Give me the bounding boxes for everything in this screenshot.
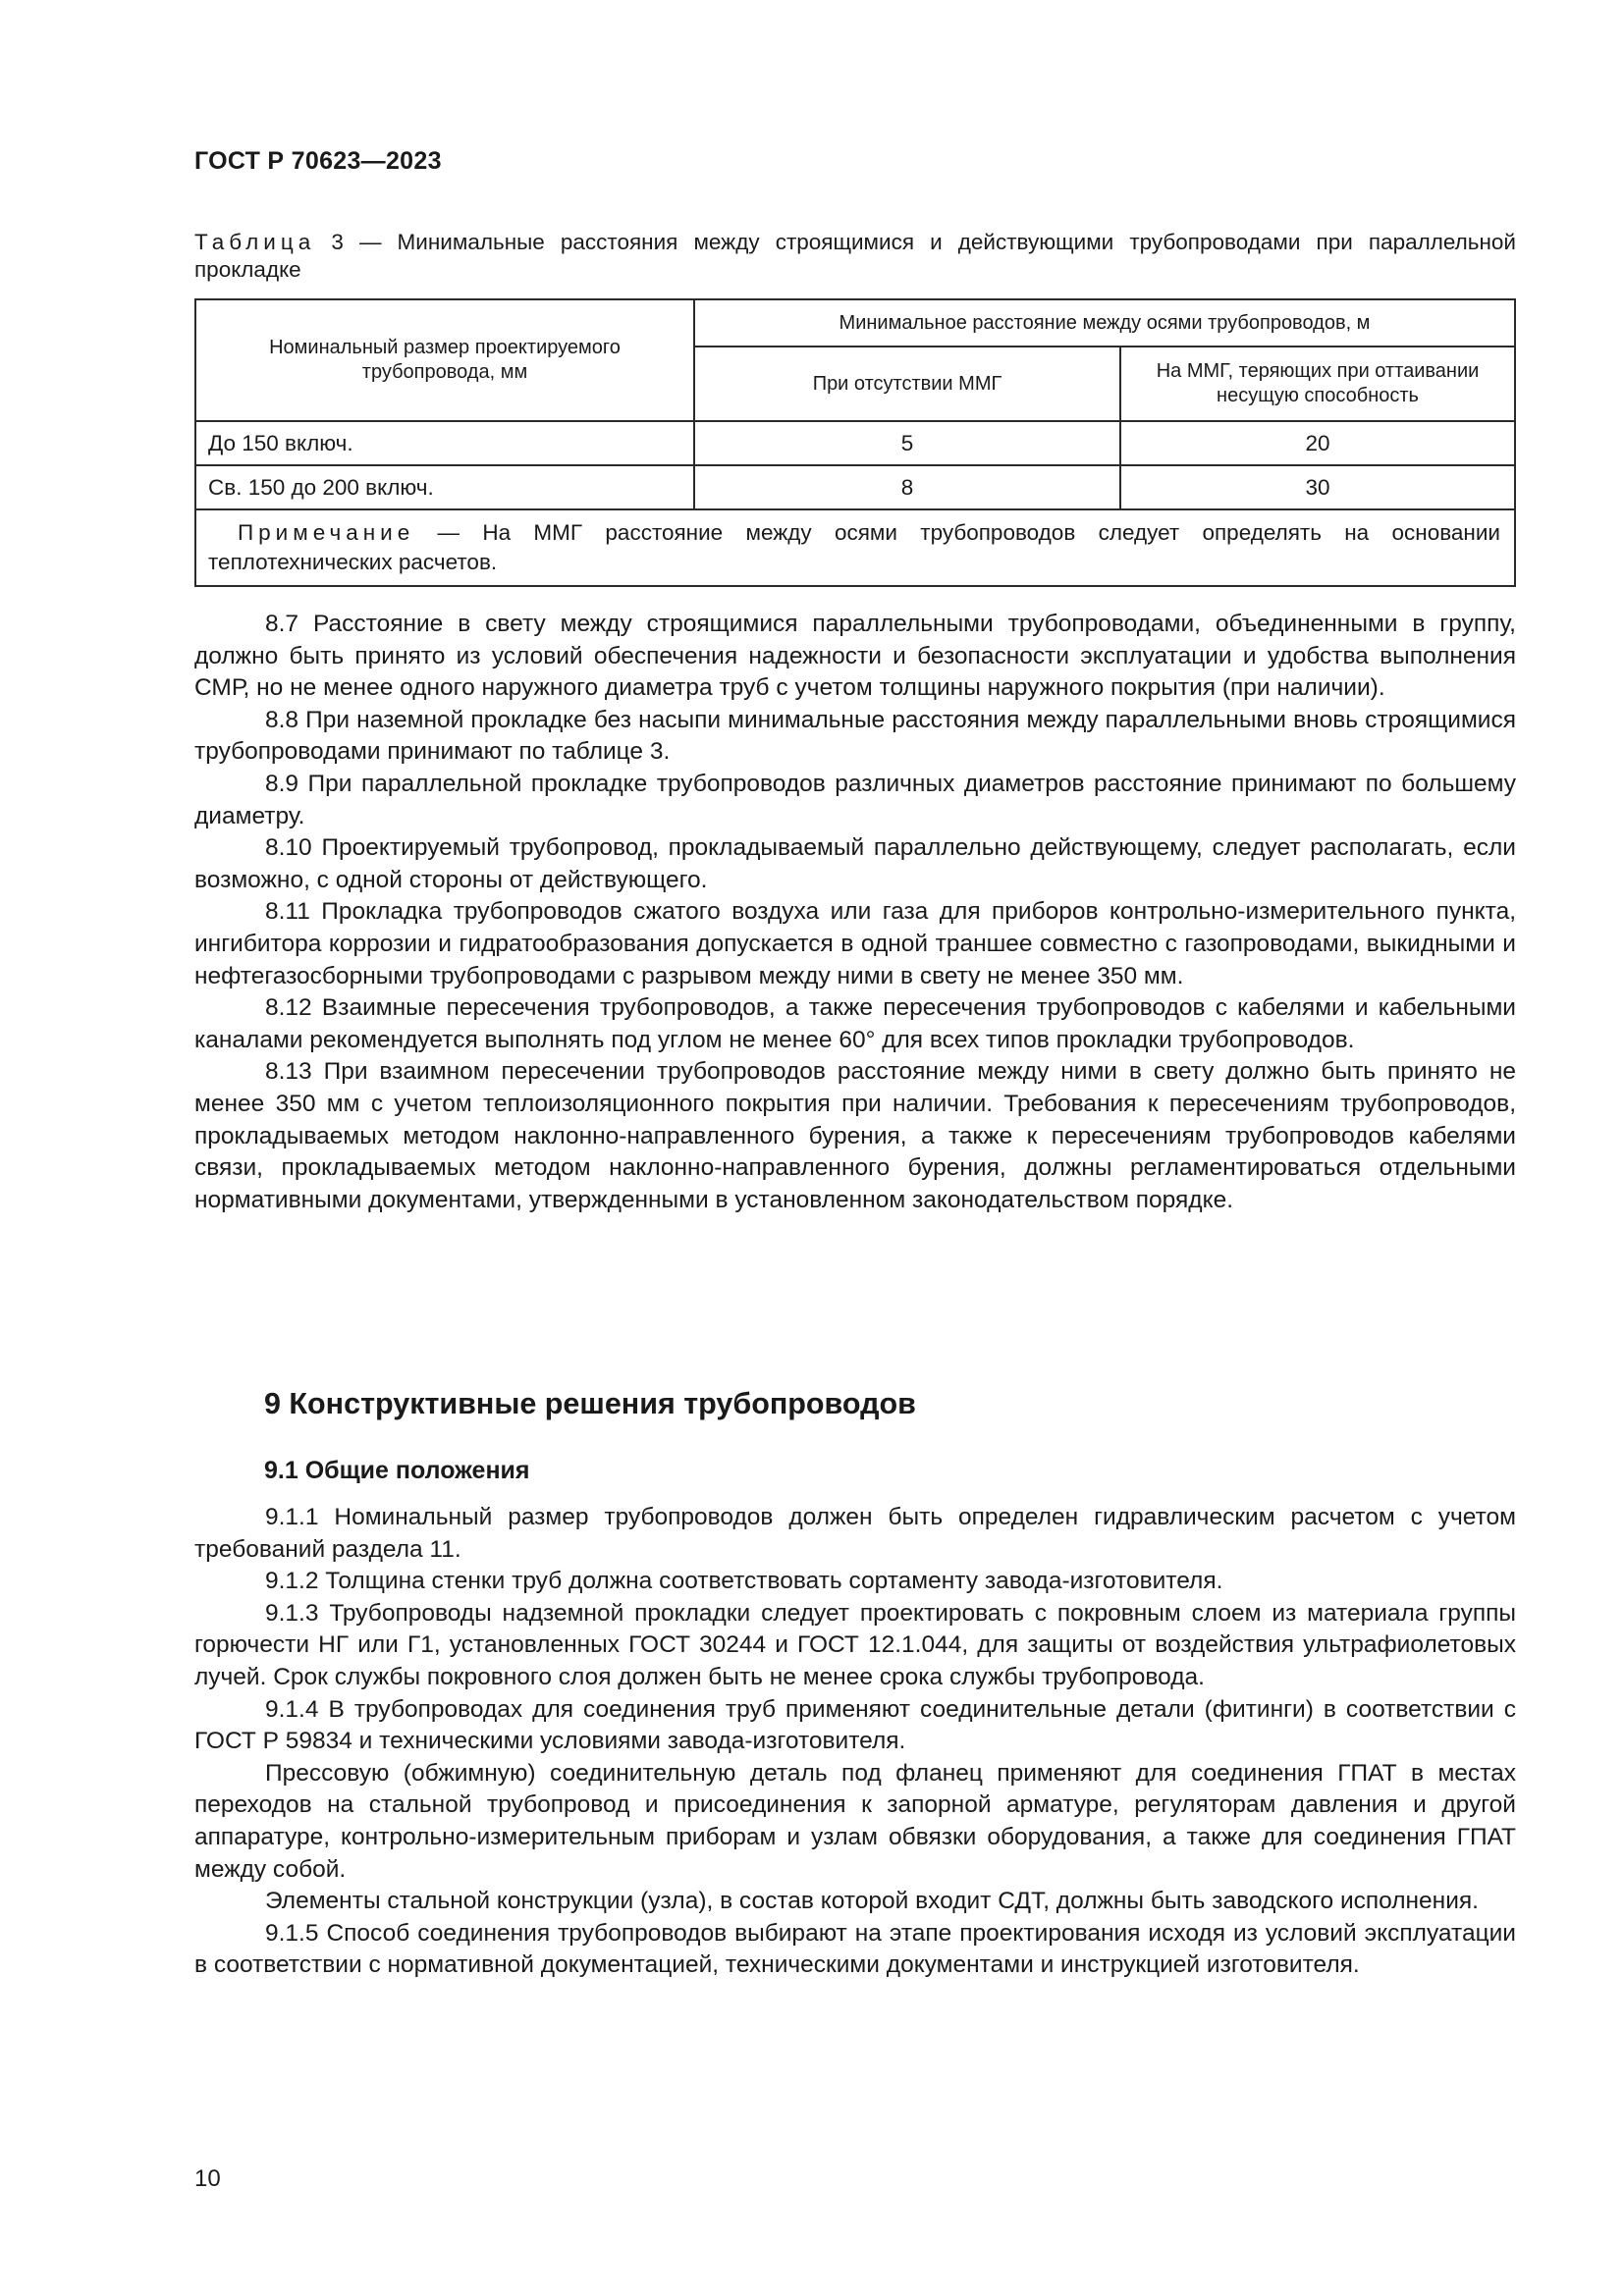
- paragraph: 8.13 При взаимном пересечении трубопроводов расстояние между ними в свету должно быть принято не менее 350 мм с учетом теплоизоляционного покрытия при наличии. Требования к пересечениям трубопроводов, прокладываемых методом наклонно-направленного бурения, а также к пересечениям трубопроводов кабелями связи, прокладываемых методом наклонно-направленного бурения, должны регламентироваться отдельными нормативными документами, утвержденными в установленном законодательством порядке.: [194, 1058, 1516, 1213]
- paragraph: 9.1.4 В трубопроводах для соединения труб применяют соединительные детали (фитинги) в соответствии с ГОСТ Р 59834 и техническими условиями завода-изготовителя.: [194, 1695, 1516, 1755]
- cell-size: До 150 включ.: [195, 421, 694, 465]
- paragraph: 8.12 Взаимные пересечения трубопроводов, а также пересечения трубопроводов с кабелями и кабельными каналами рекомендуется выполнять под углом не менее 60° для всех типов прокладки трубопроводов.: [194, 994, 1516, 1053]
- table-note: [195, 509, 1515, 586]
- paragraph: 9.1.2 Толщина стенки труб должна соответствовать сортаменту завода-изготовителя.: [265, 1568, 1223, 1595]
- page-number: 10: [194, 2165, 221, 2192]
- cell-mmg: 20: [1120, 421, 1515, 465]
- table-caption-label: Таблица: [194, 230, 316, 254]
- paragraph: Прессовую (обжимную) соединительную деталь под фланец применяют для соединения ГПАТ в местах переходов на стальной трубопровод и присоединения к запорной арматуре, регуляторам давления и другой аппаратуре, контрольно-измерительным приборам и узлам обвязки оборудования, а также для соединения ГПАТ между собой.: [194, 1759, 1516, 1883]
- cell-no-mmg: 8: [694, 465, 1120, 509]
- section-8-text: [194, 609, 1516, 1216]
- cell-no-mmg: 5: [694, 421, 1120, 465]
- table-row: [195, 465, 1515, 509]
- cell-mmg: 30: [1120, 465, 1515, 509]
- paragraph: 9.1.5 Способ соединения трубопроводов выбирают на этапе проектирования исходя из условий эксплуатации в соответствии с нормативной документацией, техническими документами и инструкцией изготовителя.: [194, 1919, 1516, 1979]
- table-caption: [194, 229, 1516, 284]
- paragraph: 9.1.1 Номинальный размер трубопроводов должен быть определен гидравлическим расчетом с учетом требований раздела 11.: [194, 1504, 1516, 1563]
- paragraph: 8.8 При наземной прокладке без насыпи минимальные расстояния между параллельными вновь строящимися трубопроводами принимают по таблице 3.: [194, 706, 1516, 766]
- header-nominal-size: Номинальный размер проектируемого трубопровода, мм: [195, 299, 694, 421]
- header-min-distance: Минимальное расстояние между осями трубопроводов, м: [694, 299, 1515, 347]
- document-header: ГОСТ Р 70623—2023: [194, 147, 442, 175]
- subsection-title: 9.1 Общие положения: [264, 1457, 530, 1484]
- distance-table: [194, 298, 1516, 587]
- cell-size: Св. 150 до 200 включ.: [195, 465, 694, 509]
- table-row: [195, 421, 1515, 465]
- note-text: — На ММГ расстояние между осями трубопроводов следует определять на основании теплотехнических расчетов.: [208, 520, 1500, 574]
- paragraph: 8.10 Проектируемый трубопровод, прокладываемый параллельно действующему, следует располагать, если возможно, с одной стороны от действующего.: [194, 834, 1516, 893]
- paragraph: 8.7 Расстояние в свету между строящимися параллельными трубопроводами, объединенными в группу, должно быть принято из условий обеспечения надежности и безопасности эксплуатации и удобства выполнения СМР, но не менее одного наружного диаметра труб с учетом толщины наружного покрытия (при наличии).: [194, 611, 1516, 702]
- section-title: 9 Конструктивные решения трубопроводов: [264, 1387, 916, 1420]
- note-label: Примечание: [238, 520, 415, 545]
- table-caption-text: 3 — Минимальные расстояния между строящимися и действующими трубопроводами при параллельной прокладке: [194, 230, 1516, 282]
- paragraph: 8.9 При параллельной прокладке трубопроводов различных диаметров расстояние принимают по большему диаметру.: [194, 770, 1516, 829]
- paragraph: 8.11 Прокладка трубопроводов сжатого воздуха или газа для приборов контрольно-измерительного пункта, ингибитора коррозии и гидратообразования допускается в одной траншее совместно с газопроводами, выкидными и нефтегазосборными трубопроводами с разрывом между ними в свету не менее 350 мм.: [194, 898, 1516, 989]
- header-no-mmg: При отсутствии ММГ: [694, 347, 1120, 421]
- header-mmg: На ММГ, теряющих при оттаивании несущую способность: [1120, 347, 1515, 421]
- paragraph: 9.1.3 Трубопроводы надземной прокладки следует проектировать с покровным слоем из материала группы горючести НГ или Г1, установленных ГОСТ 30244 и ГОСТ 12.1.044, для защиты от воздействия ультрафиолетовых лучей. Срок службы покровного слоя должен быть не менее срока службы трубопровода.: [194, 1599, 1516, 1690]
- section-9-text: [194, 1502, 1516, 1982]
- paragraph: Элементы стальной конструкции (узла), в состав которой входит СДТ, должны быть заводского исполнения.: [265, 1888, 1479, 1915]
